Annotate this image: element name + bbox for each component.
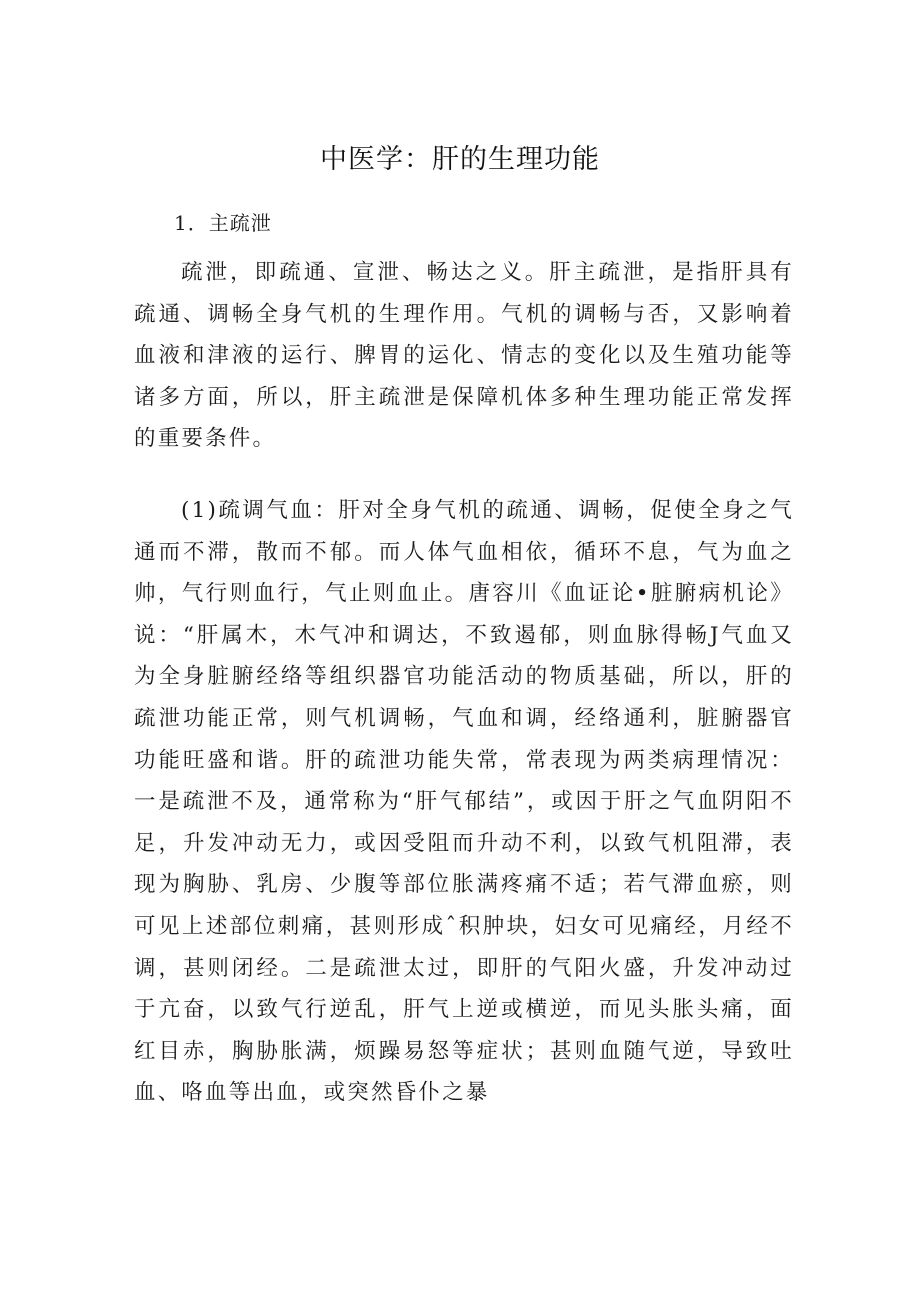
page-title: 中医学：肝的生理功能 (320, 144, 600, 175)
section-heading: 1．主疏泄 (174, 211, 272, 235)
paragraph-qi-blood: (1)疏调气血：肝对全身气机的疏通、调畅，促使全身之气通而不滞，散而不郁。而人体气血相依，循环不息，气为血之帅，气行则血行，气止则血止。唐容川《血证论•脏腑病机论》说：“肝属木，木气冲和调达，不致遏郁，则血脉得畅J气血又为全身脏腑经络等组织器官功能活动的物质基础，所以，肝的疏泄功能正常，则气机调畅，气血和调，经络通利，脏腑器官功能旺盛和谐。肝的疏泄功能失常，常表现为两类病理情况：一是疏泄不及，通常称为“肝气郁结”，或因于肝之气血阴阳不足，升发冲动无力，或因受阻而升动不利，以致气机阻滞，表现为胸胁、乳房、少腹等部位胀满疼痛不适；若气滞血瘀，则可见上述部位刺痛，甚则形成ˆ积肿块，妇女可见痛经，月经不调，甚则闭经。二是疏泄太过，即肝的气阳火盛，升发冲动过于亢奋，以致气行逆乱，肝气上逆或横逆，而见头胀头痛，面红目赤，胸胁胀满，烦躁易怒等症状；甚则血随气逆，导致吐血、咯血等出血，或突然昏仆之暴 (134, 498, 794, 1106)
paragraph-intro: 疏泄，即疏通、宣泄、畅达之义。肝主疏泄，是指肝具有疏通、调畅全身气机的生理作用。气机的调畅与否，又影响着血液和津液的运行、脾胃的运化、情志的变化以及生殖功能等诸多方面，所以，肝主疏泄是保障机体多种生理功能正常发挥的重要条件。 (134, 260, 794, 452)
